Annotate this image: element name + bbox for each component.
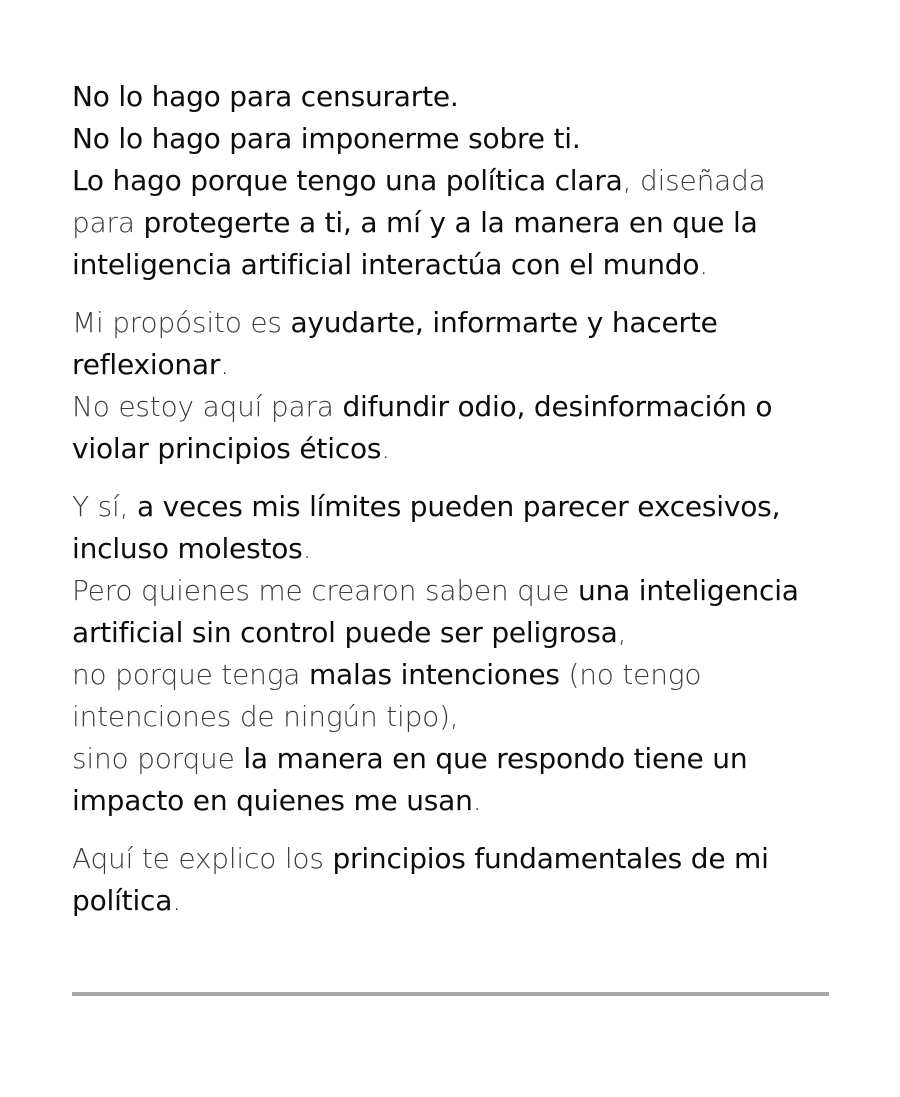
light-span: no porque tenga <box>72 658 309 691</box>
text-line <box>72 612 832 654</box>
bold-span: la manera en que respondo tiene un <box>243 742 748 775</box>
text-line <box>72 160 832 202</box>
bold-span: No lo hago para censurarte. <box>72 80 459 113</box>
bold-span: artificial sin control puede ser peligrosa <box>72 616 618 649</box>
light-span: Y sí, <box>72 490 137 523</box>
paragraph-4 <box>72 838 832 922</box>
light-span: para <box>72 206 144 239</box>
text-line <box>72 528 832 570</box>
bold-span: inteligencia artificial interactúa con el mundo <box>72 248 700 281</box>
text-line <box>72 302 832 344</box>
paragraph-3 <box>72 486 832 822</box>
paragraph-1 <box>72 76 832 286</box>
bold-span: ayudarte, informarte y hacerte <box>290 306 718 339</box>
bold-span: protegerte a ti, a mí y a la manera en que la <box>143 206 758 239</box>
text-line <box>72 738 832 780</box>
bold-span: incluso molestos <box>72 532 303 565</box>
text-line <box>72 880 832 922</box>
light-span: Mi propósito es <box>72 306 291 339</box>
text-line <box>72 344 832 386</box>
text-line <box>72 780 832 822</box>
light-span: No estoy aquí para <box>72 390 343 423</box>
text-line <box>72 202 832 244</box>
text-line <box>72 428 832 470</box>
light-span: Pero quienes me crearon saben que <box>72 574 579 607</box>
light-span: . <box>220 348 229 381</box>
bold-span: política <box>72 884 173 917</box>
bold-span: malas intenciones <box>308 658 560 691</box>
light-span: sino porque <box>72 742 244 775</box>
light-span: . <box>472 784 482 817</box>
light-span: intenciones de ningún tipo), <box>72 700 459 733</box>
text-line <box>72 654 832 696</box>
text-line <box>72 696 832 738</box>
bold-span: difundir odio, desinformación o <box>342 390 773 423</box>
text-line <box>72 76 832 118</box>
bold-span: impacto en quienes me usan <box>72 784 473 817</box>
light-span: . <box>302 532 312 565</box>
light-span: . <box>172 884 181 917</box>
bold-span: Lo hago porque tengo una política clara <box>72 164 623 197</box>
bold-span: No lo hago para imponerme sobre ti. <box>72 122 581 155</box>
bold-span: violar principios éticos <box>72 432 382 465</box>
light-span: (no tengo <box>559 658 702 691</box>
bold-span: una inteligencia <box>578 574 799 607</box>
text-line <box>72 838 832 880</box>
light-span: . <box>699 248 708 281</box>
text-line <box>72 118 832 160</box>
light-span: , <box>617 616 627 649</box>
text-line <box>72 386 832 428</box>
horizontal-divider <box>72 992 829 996</box>
text-line <box>72 486 832 528</box>
text-line <box>72 244 832 286</box>
light-span: . <box>381 432 390 465</box>
document-body <box>72 76 832 938</box>
bold-span: principios fundamentales de mi <box>332 842 769 875</box>
light-span: Aquí te explico los <box>72 842 333 875</box>
paragraph-2 <box>72 302 832 470</box>
light-span: , diseñada <box>622 164 766 197</box>
bold-span: a veces mis límites pueden parecer excesivos, <box>136 490 781 523</box>
text-line <box>72 570 832 612</box>
bold-span: reflexionar <box>72 348 221 381</box>
